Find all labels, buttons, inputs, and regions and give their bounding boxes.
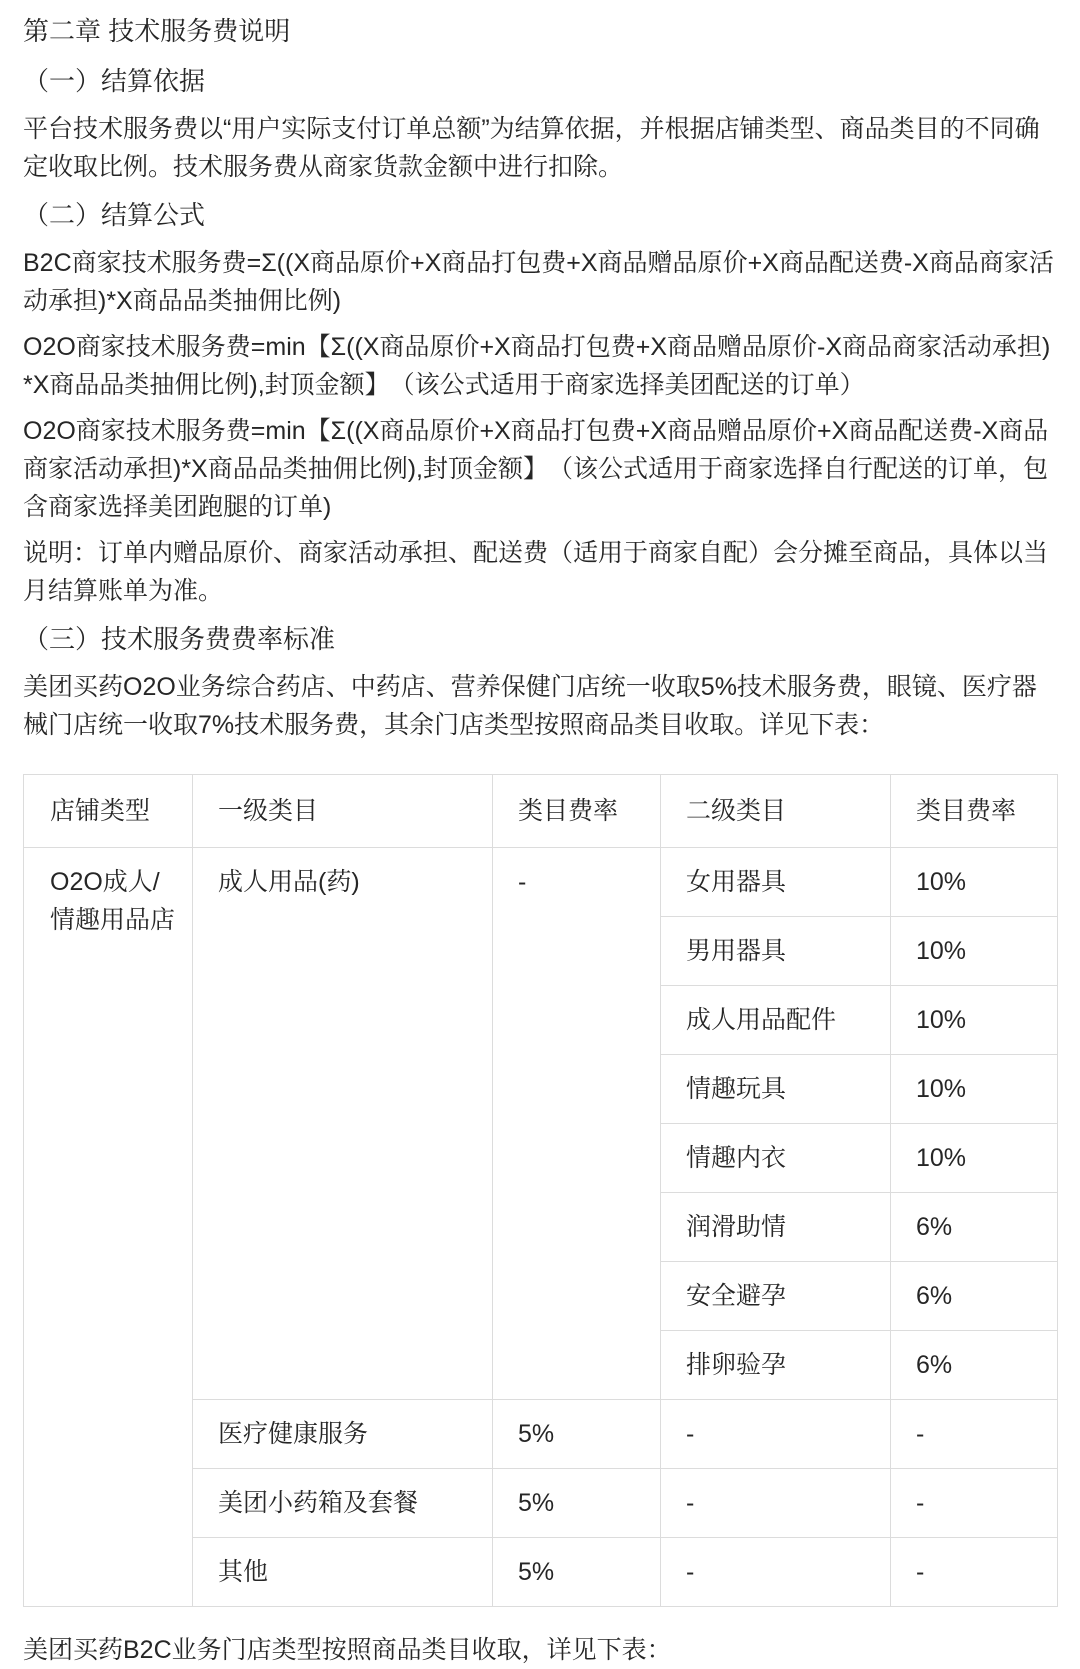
cell-level2-category: 女用器具	[661, 848, 891, 917]
cell-level1-category: 医疗健康服务	[193, 1400, 493, 1469]
cell-level2-category: 情趣玩具	[661, 1055, 891, 1124]
header-store-type: 店铺类型	[24, 775, 193, 848]
cell-level1-category: 美团小药箱及套餐	[193, 1469, 493, 1538]
cell-level2-rate: -	[891, 1400, 1058, 1469]
cell-level2-category: 男用器具	[661, 917, 891, 986]
cell-level2-rate: 6%	[891, 1331, 1058, 1400]
header-level1-category: 一级类目	[193, 775, 493, 848]
cell-level2-rate: 10%	[891, 917, 1058, 986]
table-header-row	[24, 775, 1058, 848]
section-heading-1: （一）结算依据	[23, 66, 206, 96]
cell-level1-rate: 5%	[493, 1400, 661, 1469]
cell-level2-category: -	[661, 1469, 891, 1538]
header-level2-rate: 类目费率	[891, 775, 1058, 848]
cell-level2-rate: 10%	[891, 1055, 1058, 1124]
cell-level2-rate: 10%	[891, 986, 1058, 1055]
header-level1-rate: 类目费率	[493, 775, 661, 848]
cell-level1-rate: 5%	[493, 1469, 661, 1538]
cell-level2-rate: 6%	[891, 1193, 1058, 1262]
settlement-basis-paragraph: 平台技术服务费以“用户实际支付订单总额”为结算依据，并根据店铺类型、商品类目的不同确定收取比例。技术服务费从商家货款金额中进行扣除。	[23, 115, 1040, 181]
cell-level1-rate: 5%	[493, 1538, 661, 1607]
cell-level1-category: 成人用品(药)	[193, 848, 493, 1400]
cell-level2-rate: 10%	[891, 848, 1058, 917]
cell-level2-category: 情趣内衣	[661, 1124, 891, 1193]
chapter-title: 第二章 技术服务费说明	[23, 16, 291, 46]
b2c-formula-paragraph: B2C商家技术服务费=Σ((X商品原价+X商品打包费+X商品赠品原价+X商品配送费-X商品商家活动承担)*X商品品类抽佣比例)	[23, 249, 1054, 315]
cell-level1-category: 其他	[193, 1538, 493, 1607]
cell-store-type: O2O成人/情趣用品店	[24, 848, 193, 1607]
cell-level2-rate: -	[891, 1469, 1058, 1538]
rate-standard-intro-paragraph: 美团买药O2O业务综合药店、中药店、营养保健门店统一收取5%技术服务费，眼镜、医疗器械门店统一收取7%技术服务费，其余门店类型按照商品类目收取。详见下表：	[23, 673, 1037, 739]
cell-level2-category: 润滑助情	[661, 1193, 891, 1262]
cell-level2-category: 安全避孕	[661, 1262, 891, 1331]
header-level2-category: 二级类目	[661, 775, 891, 848]
table-row	[24, 848, 1058, 917]
formula-note-paragraph: 说明：订单内赠品原价、商家活动承担、配送费（适用于商家自配）会分摊至商品，具体以当月结算账单为准。	[23, 539, 1049, 605]
cell-level2-rate: 6%	[891, 1262, 1058, 1331]
cell-level2-category: -	[661, 1400, 891, 1469]
o2o-formula-meituan-delivery-paragraph: O2O商家技术服务费=min【Σ((X商品原价+X商品打包费+X商品赠品原价-X商品商家活动承担)*X商品品类抽佣比例),封顶金额】 （该公式适用于商家选择美团配送的订单）	[23, 333, 1051, 399]
b2c-rate-intro-paragraph-clipped: 美团买药B2C业务门店类型按照商品类目收取，详见下表：	[23, 1636, 672, 1664]
cell-level2-rate: -	[891, 1538, 1058, 1607]
section-heading-3: （三）技术服务费费率标准	[23, 624, 336, 654]
cell-level2-category: 排卵验孕	[661, 1331, 891, 1400]
cell-level1-rate: -	[493, 848, 661, 1400]
o2o-formula-self-delivery-paragraph: O2O商家技术服务费=min【Σ((X商品原价+X商品打包费+X商品赠品原价+X商品配送费-X商品商家活动承担)*X商品品类抽佣比例),封顶金额】 （该公式适用于商家选择自行配送的订单，包含商家选择美团跑腿的订单)	[23, 417, 1049, 521]
fee-rate-table	[23, 774, 1058, 1607]
cell-level2-rate: 10%	[891, 1124, 1058, 1193]
section-heading-2: （二）结算公式	[23, 200, 206, 230]
cell-level2-category: 成人用品配件	[661, 986, 891, 1055]
cell-level2-category: -	[661, 1538, 891, 1607]
